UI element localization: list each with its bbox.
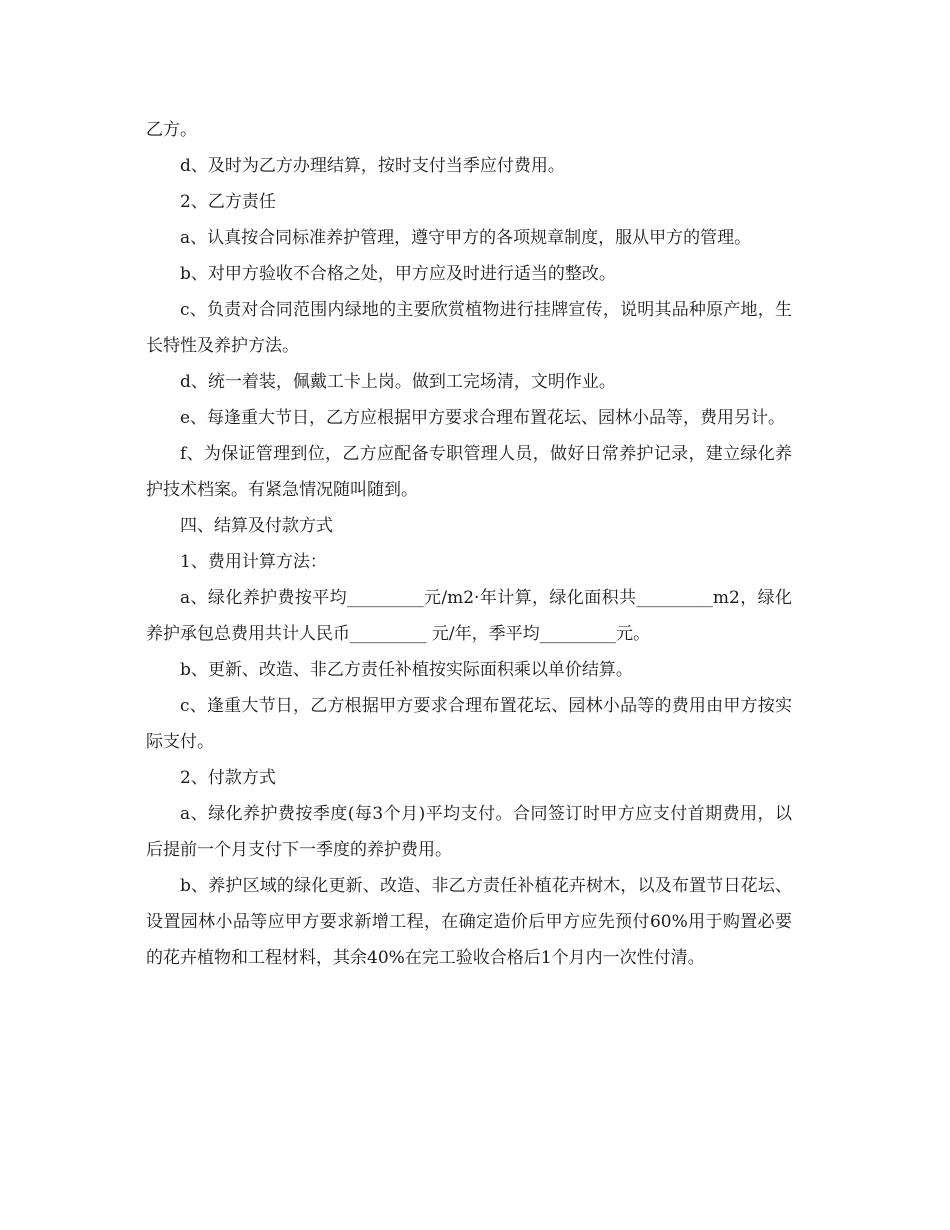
paragraph-party-b-duty-c: c、负责对合同范围内绿地的主要欣赏植物进行挂牌宣传，说明其品种原产地，生长特性及养护方法。 xyxy=(146,300,792,356)
paragraph-party-b-duty-b: b、对甲方验收不合格之处，甲方应及时进行适当的整改。 xyxy=(180,264,616,284)
paragraph-fee-a: a、绿化养护费按平均_________元/m2·年计算，绿化面积共_________m2，绿化养护承包总费用共计人民币_________ 元/年，季平均_________元。 xyxy=(146,588,792,644)
paragraph-party-b-duty-f: f、为保证管理到位，乙方应配备专职管理人员，做好日常养护记录，建立绿化养护技术档案。有紧急情况随叫随到。 xyxy=(146,444,792,500)
paragraph-fee-b: b、更新、改造、非乙方责任补植按实际面积乘以单价结算。 xyxy=(180,660,633,680)
document-body xyxy=(146,112,792,976)
paragraph-payment-a: a、绿化养护费按季度(每3个月)平均支付。合同签订时甲方应支付首期费用，以后提前一个月支付下一季度的养护费用。 xyxy=(146,804,792,860)
paragraph-party-a-duty-d: d、及时为乙方办理结算，按时支付当季应付费用。 xyxy=(180,156,565,176)
paragraph-party-b-duty-e: e、每逢重大节日，乙方应根据甲方要求合理布置花坛、园林小品等，费用另计。 xyxy=(180,408,786,428)
heading-settlement-payment: 四、结算及付款方式 xyxy=(180,516,333,536)
heading-payment-method: 2、付款方式 xyxy=(180,768,276,788)
heading-fee-calculation: 1、费用计算方法： xyxy=(180,552,327,572)
heading-party-b-responsibility: 2、乙方责任 xyxy=(180,192,276,212)
paragraph-payment-b: b、养护区域的绿化更新、改造、非乙方责任补植花卉树木，以及布置节日花坛、设置园林小品等应甲方要求新增工程，在确定造价后甲方应先预付60%用于购置必要的花卉植物和工程材料，其余40%在完工验收合格后1个月内一次性付清。 xyxy=(146,876,792,968)
paragraph-fee-c: c、逢重大节日，乙方根据甲方要求合理布置花坛、园林小品等的费用由甲方按实际支付。 xyxy=(146,696,792,752)
paragraph-continuation: 乙方。 xyxy=(146,120,197,140)
paragraph-party-b-duty-d: d、统一着装，佩戴工卡上岗。做到工完场清，文明作业。 xyxy=(180,372,616,392)
paragraph-party-b-duty-a: a、认真按合同标准养护管理，遵守甲方的各项规章制度，服从甲方的管理。 xyxy=(180,228,752,248)
